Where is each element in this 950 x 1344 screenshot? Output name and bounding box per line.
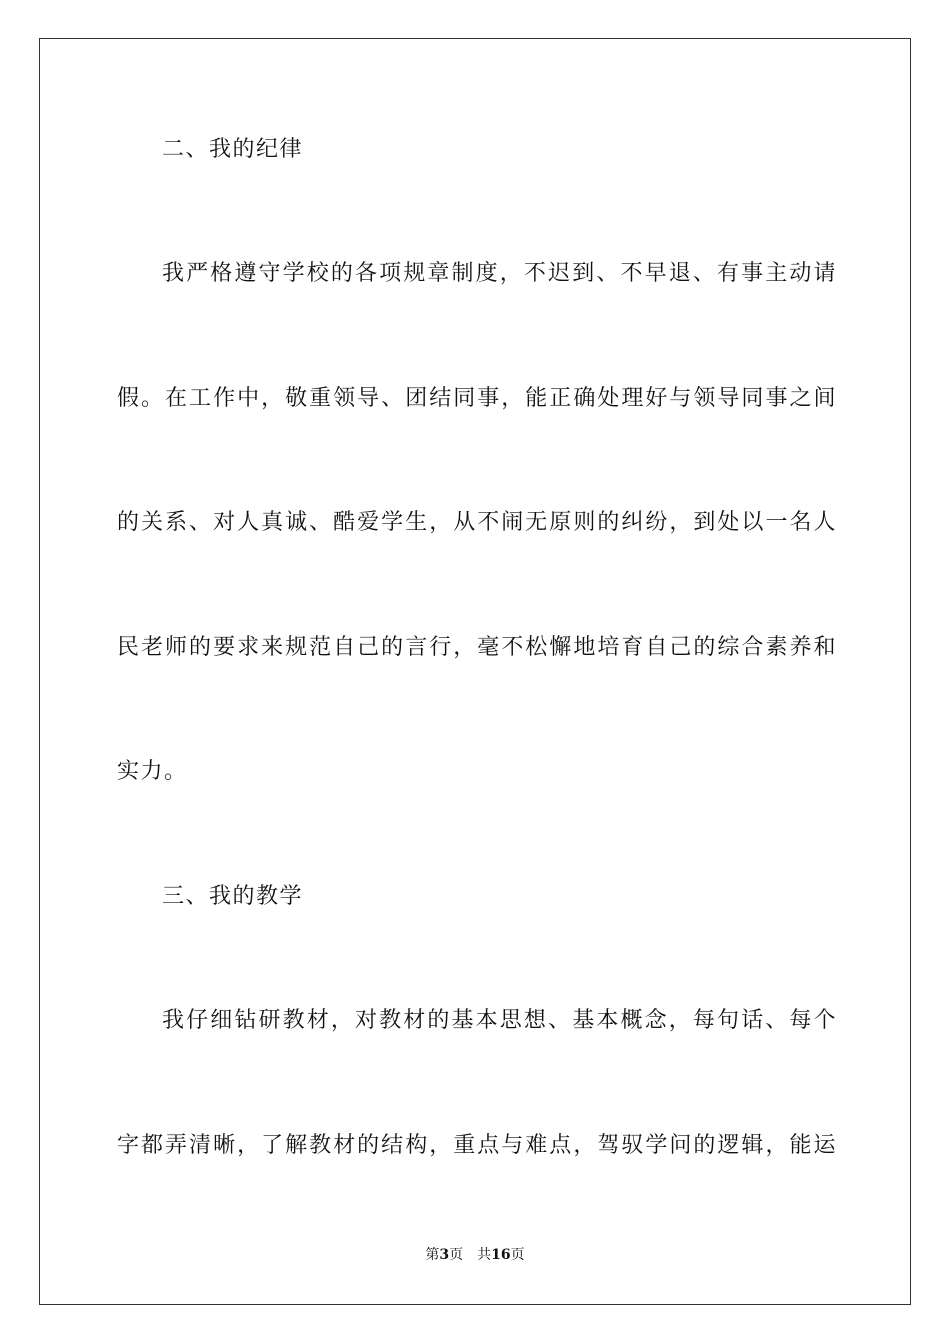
paragraph-line: 的关系、对人真诚、酷爱学生，从不闹无原则的纠纷，到处以一名人 — [117, 510, 837, 535]
paragraph-line: 实力。 — [117, 759, 188, 784]
paragraph-line: 民老师的要求来规范自己的言行，毫不松懈地培育自己的综合素养和 — [117, 635, 837, 660]
paragraph-line: 我严格遵守学校的各项规章制度，不迟到、不早退、有事主动请 — [162, 261, 837, 286]
paragraph-line: 我仔细钻研教材，对教材的基本思想、基本概念，每句话、每个 — [162, 1008, 837, 1033]
total-pages: 16 — [491, 1247, 511, 1263]
section-heading-discipline: 二、我的纪律 — [162, 137, 304, 162]
page-border — [39, 38, 911, 1305]
paragraph-line: 字都弄清晰，了解教材的结构，重点与难点，驾驭学问的逻辑，能运 — [117, 1133, 837, 1158]
page-number: 3 — [439, 1247, 450, 1263]
section-heading-teaching: 三、我的教学 — [162, 884, 304, 909]
page-footer — [0, 1246, 950, 1264]
total-prefix: 共 — [477, 1247, 492, 1263]
total-suffix: 页 — [510, 1247, 525, 1263]
page-prefix: 第 — [425, 1247, 440, 1263]
paragraph-line: 假。在工作中，敬重领导、团结同事，能正确处理好与领导同事之间 — [117, 386, 837, 411]
page-suffix: 页 — [449, 1247, 464, 1263]
